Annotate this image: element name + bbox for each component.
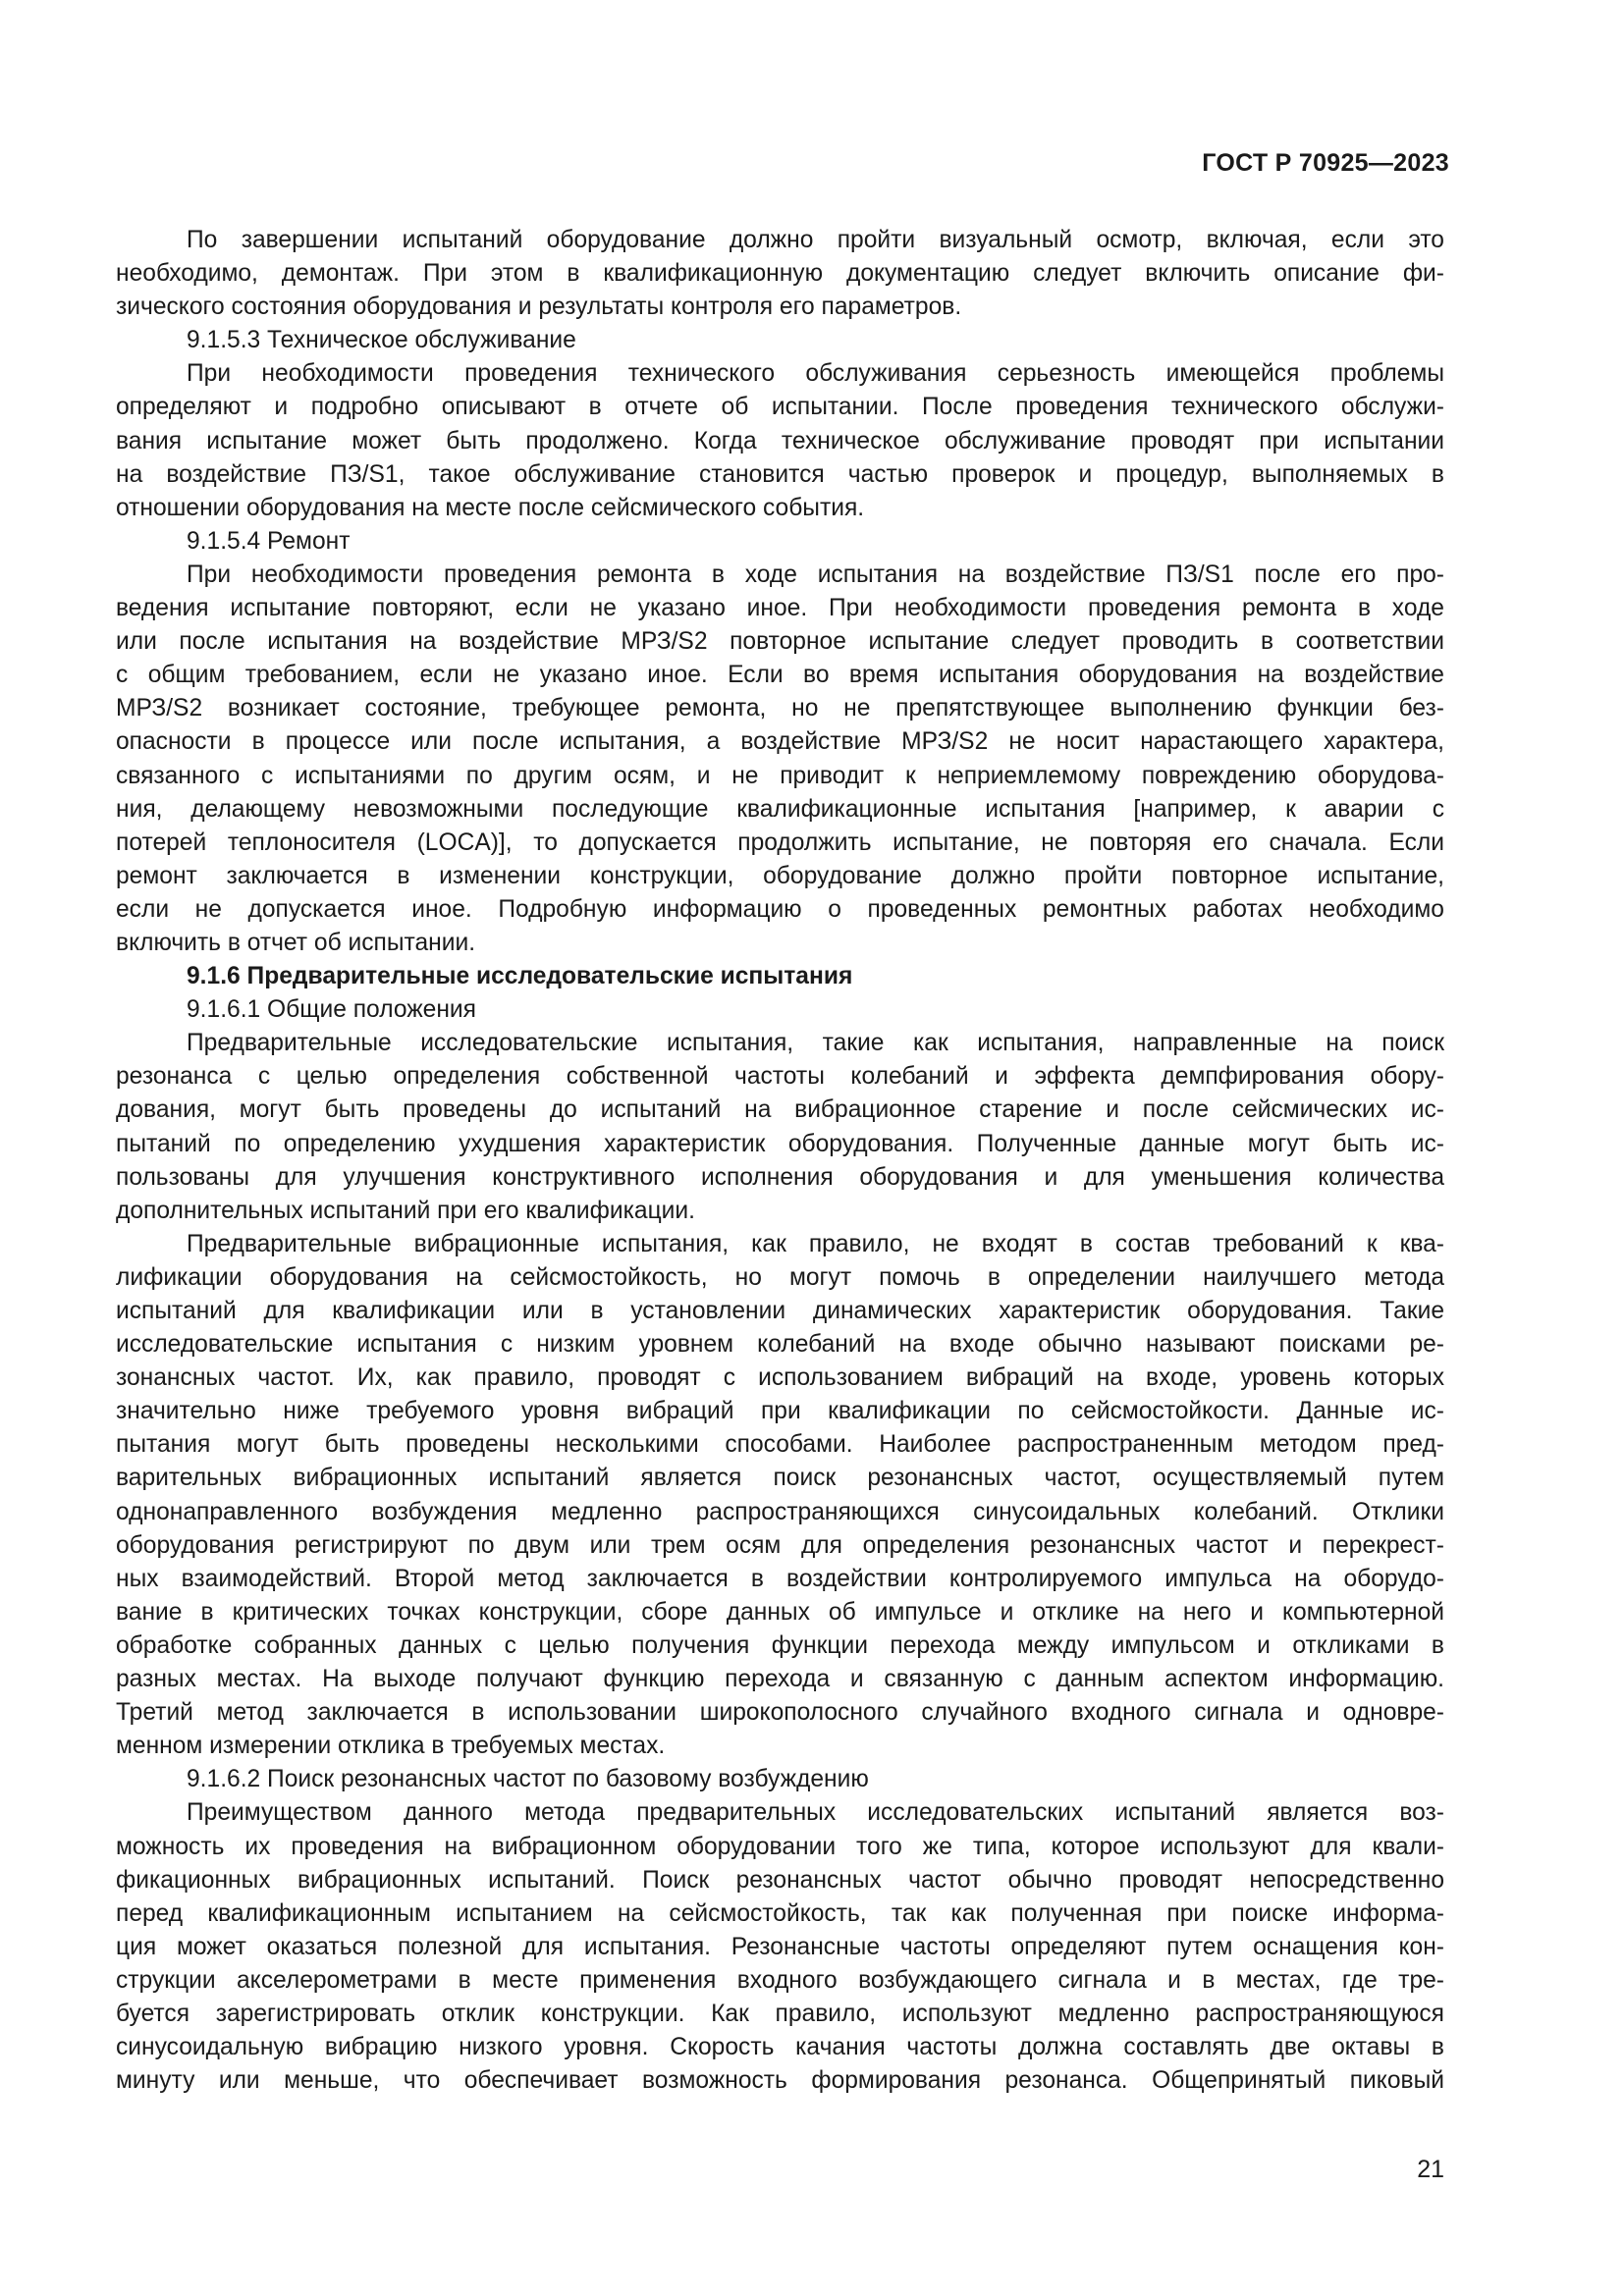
text-line: значительно ниже требуемого уровня вибраций при квалификации по сейсмостойкости. Данные ис- — [116, 1398, 1444, 1425]
page-number: 21 — [1417, 2156, 1444, 2183]
text-line: Предварительные исследовательские испытания, такие как испытания, направленные на поиск — [187, 1030, 1444, 1057]
text-line: струкции акселерометрами в месте применения входного возбуждающего сигнала и в местах, где тре- — [116, 1966, 1444, 1994]
text-line: минуту или меньше, что обеспечивает возможность формирования резонанса. Общепринятый пиковый — [116, 2067, 1444, 2095]
text-line: ния, делающему невозможными последующие квалификационные испытания [например, к аварии с — [116, 795, 1444, 823]
text-line: разных местах. На выходе получают функцию перехода и связанную с данным аспектом информацию. — [116, 1666, 1444, 1693]
text-line: Третий метод заключается в использовании широкополосного случайного входного сигнала и одновре- — [116, 1699, 1444, 1727]
text-line: ремонт заключается в изменении конструкции, оборудование должно пройти повторное испытание, — [116, 862, 1444, 889]
text-line: 9.1.6.1 Общие положения — [187, 996, 476, 1024]
text-line: однонаправленного возбуждения медленно распространяющихся синусоидальных колебаний. Отклики — [116, 1498, 1444, 1525]
text-line: ция может оказаться полезной для испытания. Резонансные частоты определяют путем оснащения кон- — [116, 1933, 1444, 1960]
text-line: испытаний для квалификации или в установлении динамических характеристик оборудования. Такие — [116, 1298, 1444, 1324]
text-line: опасности в процессе или после испытания, а воздействие МРЗ/S2 не носит нарастающего характера, — [116, 728, 1444, 756]
text-line: 9.1.5.4 Ремонт — [187, 527, 351, 555]
text-line: зического состояния оборудования и результаты контроля его параметров. — [116, 294, 962, 321]
text-line: оборудования регистрируют по двум или трем осям для определения резонансных частот и перекрест- — [116, 1531, 1444, 1559]
text-line: потерей теплоносителя (LOCA)], то допускается продолжить испытание, не повторяя его сначала. Если — [116, 828, 1444, 856]
text-line: 9.1.6.2 Поиск резонансных частот по базовому возбуждению — [187, 1766, 869, 1793]
text-line: пользованы для улучшения конструктивного исполнения оборудования и для уменьшения количества — [116, 1163, 1444, 1191]
section-heading-line: 9.1.6 Предварительные исследовательские испытания — [187, 963, 853, 990]
text-line: зонансных частот. Их, как правило, проводят с использованием вибраций на входе, уровень которых — [116, 1364, 1444, 1392]
body-text — [116, 224, 1444, 2098]
text-line: пытаний по определению ухудшения характеристик оборудования. Полученные данные могут быть ис- — [116, 1130, 1444, 1157]
text-line: Предварительные вибрационные испытания, как правило, не входят в состав требований к ква- — [187, 1230, 1444, 1257]
text-line: необходимо, демонтаж. При этом в квалификационную документацию следует включить описание фи- — [116, 260, 1444, 288]
text-line: фикационных вибрационных испытаний. Поиск резонансных частот обычно проводят непосредственно — [116, 1866, 1444, 1894]
text-line: ведения испытание повторяют, если не указано иное. При необходимости проведения ремонта в ходе — [116, 595, 1444, 622]
text-line: исследовательские испытания с низким уровнем колебаний на входе обычно называют поисками ре- — [116, 1331, 1444, 1359]
text-line: определяют и подробно описывают в отчете об испытании. После проведения технического обслужи- — [116, 394, 1444, 421]
text-line: дования, могут быть проведены до испытаний на вибрационное старение и после сейсмических ис- — [116, 1096, 1444, 1124]
text-line: с общим требованием, если не указано иное. Если во время испытания оборудования на воздействие — [116, 662, 1444, 689]
text-line: МРЗ/S2 возникает состояние, требующее ремонта, но не препятствующее выполнению функции без- — [116, 695, 1444, 722]
text-line: резонанса с целью определения собственной частоты колебаний и эффекта демпфирования обору- — [116, 1063, 1444, 1091]
text-line: на воздействие ПЗ/S1, такое обслуживание становится частью проверок и процедур, выполняемых в — [116, 460, 1444, 488]
text-line: ных взаимодействий. Второй метод заключается в воздействии контролируемого импульса на оборудо- — [116, 1565, 1444, 1592]
text-line: если не допускается иное. Подробную информацию о проведенных ремонтных работах необходимо — [116, 895, 1444, 923]
text-line: лификации оборудования на сейсмостойкость, но могут помочь в определении наилучшего метода — [116, 1263, 1444, 1291]
text-line: включить в отчет об испытании. — [116, 929, 476, 956]
text-line: менном измерении отклика в требуемых местах. — [116, 1733, 666, 1760]
text-line: вание в критических точках конструкции, сборе данных об импульсе и отклике на него и компьютерной — [116, 1598, 1444, 1626]
text-line: отношении оборудования на месте после сейсмического события. — [116, 494, 865, 521]
document-header-id: ГОСТ Р 70925—2023 — [1202, 149, 1449, 177]
text-line: При необходимости проведения ремонта в ходе испытания на воздействие ПЗ/S1 после его про- — [187, 561, 1444, 588]
text-line: пытания могут быть проведены несколькими способами. Наиболее распространенным методом пред- — [116, 1431, 1444, 1459]
text-line: обработке собранных данных с целью получения функции перехода между импульсом и откликами в — [116, 1631, 1444, 1659]
text-line: По завершении испытаний оборудование должно пройти визуальный осмотр, включая, если это — [187, 227, 1444, 253]
text-line: вания испытание может быть продолжено. Когда техническое обслуживание проводят при испытании — [116, 427, 1444, 454]
text-line: или после испытания на воздействие МРЗ/S2 повторное испытание следует проводить в соответствии — [116, 628, 1444, 656]
text-line: Преимуществом данного метода предварительных исследовательских испытаний является воз- — [187, 1799, 1444, 1827]
text-line: При необходимости проведения технического обслуживания серьезность имеющейся проблемы — [187, 360, 1444, 388]
text-line: перед квалификационным испытанием на сейсмостойкость, так как полученная при поиске информа- — [116, 1899, 1444, 1927]
text-line: синусоидальную вибрацию низкого уровня. Скорость качания частоты должна составлять две октавы в — [116, 2034, 1444, 2061]
text-line: 9.1.5.3 Техническое обслуживание — [187, 327, 576, 354]
text-line: варительных вибрационных испытаний является поиск резонансных частот, осуществляемый путем — [116, 1465, 1444, 1492]
text-line: дополнительных испытаний при его квалификации. — [116, 1197, 695, 1224]
text-line: можность их проведения на вибрационном оборудовании того же типа, которое используют для квали- — [116, 1833, 1444, 1860]
text-line: буется зарегистрировать отклик конструкции. Как правило, используют медленно распространяющуюся — [116, 2000, 1444, 2027]
text-line: связанного с испытаниями по другим осям, и не приводит к неприемлемому повреждению оборудова- — [116, 762, 1444, 789]
